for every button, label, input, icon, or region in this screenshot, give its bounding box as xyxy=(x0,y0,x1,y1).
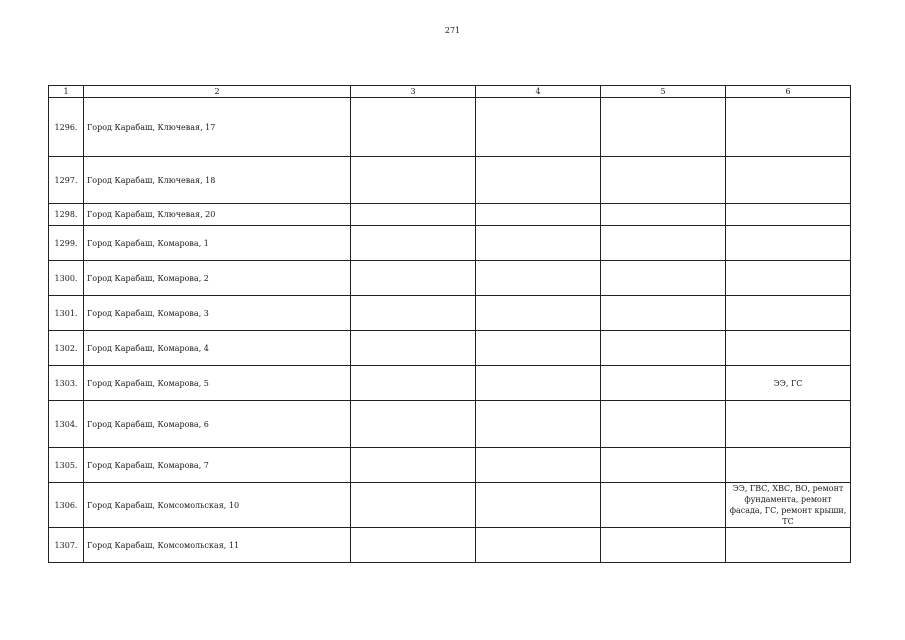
row-address: Город Карабаш, Комарова, 2 xyxy=(84,261,351,296)
row-cell-5 xyxy=(601,261,726,296)
table-row xyxy=(49,296,851,331)
row-cell-4 xyxy=(476,366,601,401)
row-cell-6 xyxy=(726,204,851,226)
table-row xyxy=(49,401,851,448)
row-cell-6 xyxy=(726,157,851,204)
row-number: 1304. xyxy=(49,401,84,448)
row-cell-6 xyxy=(726,98,851,157)
row-number: 1307. xyxy=(49,528,84,563)
row-cell-4 xyxy=(476,157,601,204)
table-row xyxy=(49,528,851,563)
row-cell-6 xyxy=(726,401,851,448)
row-cell-3 xyxy=(351,483,476,528)
row-cell-4 xyxy=(476,296,601,331)
row-cell-5 xyxy=(601,226,726,261)
row-cell-5 xyxy=(601,528,726,563)
row-cell-6 xyxy=(726,296,851,331)
row-address: Город Карабаш, Комарова, 3 xyxy=(84,296,351,331)
row-cell-5 xyxy=(601,331,726,366)
row-cell-4 xyxy=(476,98,601,157)
row-cell-6 xyxy=(726,226,851,261)
row-cell-3 xyxy=(351,366,476,401)
row-cell-6 xyxy=(726,331,851,366)
column-header: 4 xyxy=(476,86,601,98)
row-number: 1306. xyxy=(49,483,84,528)
row-cell-5 xyxy=(601,296,726,331)
row-number: 1299. xyxy=(49,226,84,261)
table-row xyxy=(49,157,851,204)
table-row xyxy=(49,98,851,157)
row-cell-6 xyxy=(726,528,851,563)
row-cell-5 xyxy=(601,204,726,226)
row-cell-6 xyxy=(726,261,851,296)
row-cell-3 xyxy=(351,261,476,296)
row-address: Город Карабаш, Ключевая, 17 xyxy=(84,98,351,157)
row-cell-5 xyxy=(601,98,726,157)
address-table xyxy=(48,85,851,563)
row-cell-4 xyxy=(476,331,601,366)
row-address: Город Карабаш, Комарова, 6 xyxy=(84,401,351,448)
row-cell-4 xyxy=(476,528,601,563)
row-cell-3 xyxy=(351,226,476,261)
row-number: 1303. xyxy=(49,366,84,401)
row-cell-6: ЭЭ, ГС xyxy=(726,366,851,401)
column-header: 2 xyxy=(84,86,351,98)
row-address: Город Карабаш, Комарова, 5 xyxy=(84,366,351,401)
row-number: 1301. xyxy=(49,296,84,331)
column-header: 6 xyxy=(726,86,851,98)
table-row xyxy=(49,226,851,261)
column-header: 5 xyxy=(601,86,726,98)
table-row xyxy=(49,448,851,483)
row-address: Город Карабаш, Комсомольская, 10 xyxy=(84,483,351,528)
row-number: 1297. xyxy=(49,157,84,204)
row-cell-4 xyxy=(476,448,601,483)
table-body xyxy=(49,98,851,563)
row-cell-5 xyxy=(601,448,726,483)
row-cell-6 xyxy=(726,448,851,483)
column-header: 3 xyxy=(351,86,476,98)
column-header: 1 xyxy=(49,86,84,98)
row-address: Город Карабаш, Комарова, 7 xyxy=(84,448,351,483)
row-number: 1300. xyxy=(49,261,84,296)
row-cell-4 xyxy=(476,261,601,296)
row-cell-6: ЭЭ, ГВС, ХВС, ВО, ремонт фундамента, ремонт фасада, ГС, ремонт крыши, ТС xyxy=(726,483,851,528)
row-number: 1298. xyxy=(49,204,84,226)
row-cell-3 xyxy=(351,528,476,563)
row-cell-3 xyxy=(351,98,476,157)
row-address: Город Карабаш, Ключевая, 18 xyxy=(84,157,351,204)
row-number: 1296. xyxy=(49,98,84,157)
table-row xyxy=(49,483,851,528)
row-address: Город Карабаш, Комсомольская, 11 xyxy=(84,528,351,563)
row-number: 1302. xyxy=(49,331,84,366)
page-number: 271 xyxy=(444,26,461,35)
row-address: Город Карабаш, Комарова, 4 xyxy=(84,331,351,366)
table-row xyxy=(49,261,851,296)
row-cell-4 xyxy=(476,483,601,528)
row-number: 1305. xyxy=(49,448,84,483)
header-row xyxy=(49,86,851,98)
row-address: Город Карабаш, Комарова, 1 xyxy=(84,226,351,261)
row-cell-5 xyxy=(601,483,726,528)
row-cell-4 xyxy=(476,401,601,448)
row-cell-3 xyxy=(351,331,476,366)
row-cell-3 xyxy=(351,448,476,483)
row-cell-4 xyxy=(476,204,601,226)
table-row xyxy=(49,331,851,366)
row-address: Город Карабаш, Ключевая, 20 xyxy=(84,204,351,226)
row-cell-5 xyxy=(601,157,726,204)
table-row xyxy=(49,204,851,226)
row-cell-3 xyxy=(351,401,476,448)
row-cell-4 xyxy=(476,226,601,261)
table-header xyxy=(49,86,851,98)
table-row xyxy=(49,366,851,401)
row-cell-3 xyxy=(351,204,476,226)
row-cell-3 xyxy=(351,296,476,331)
row-cell-3 xyxy=(351,157,476,204)
row-cell-5 xyxy=(601,401,726,448)
row-cell-5 xyxy=(601,366,726,401)
